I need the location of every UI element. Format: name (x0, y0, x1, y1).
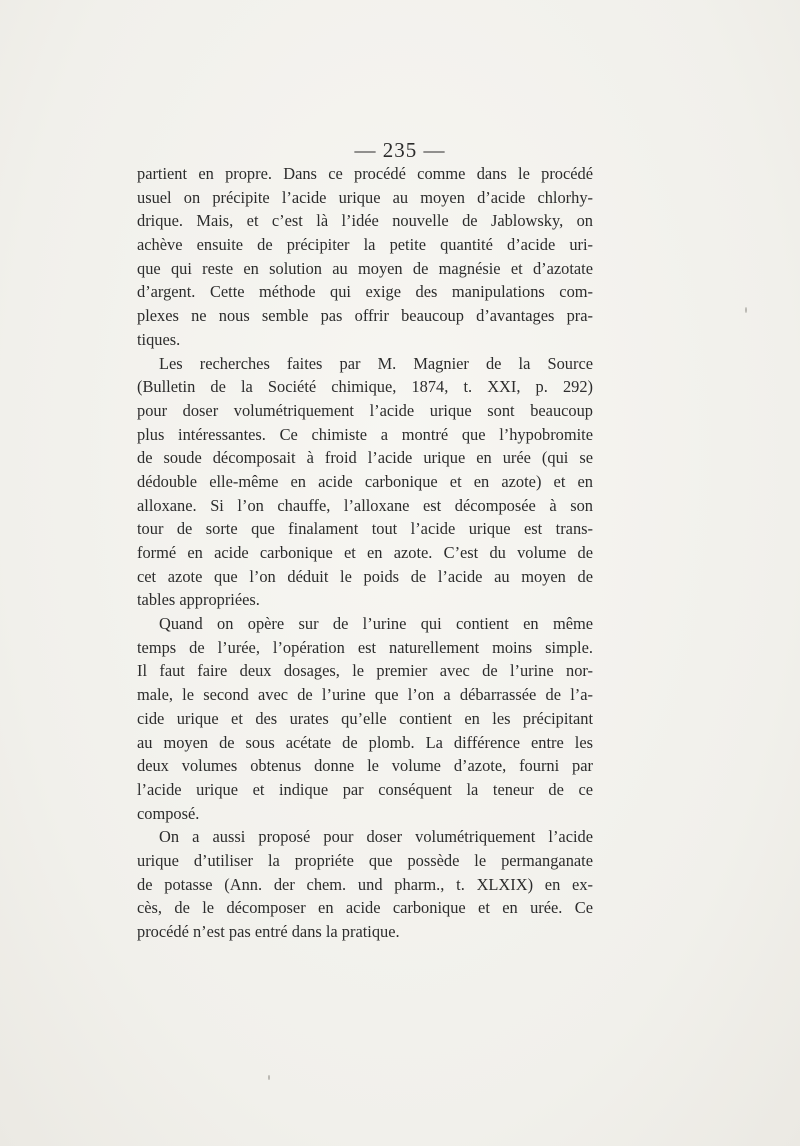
text-line: tour de sorte que finalament tout l’acide urique est trans- (137, 519, 593, 539)
text-line: au moyen de sous acétate de plomb. La différence entre les (137, 732, 593, 752)
text-line: dédouble elle-même en acide carbonique et en azote) et en (137, 471, 593, 491)
text-line: Il faut faire deux dosages, le premier avec de l’urine nor- (137, 661, 593, 681)
text-line: cet azote que l’on déduit le poids de l’acide au moyen de (137, 566, 593, 586)
text-line: achève ensuite de précipiter la petite quantité d’acide uri- (137, 235, 593, 255)
text-line: male, le second avec de l’urine que l’on a débarrassée de l’a- (137, 685, 593, 705)
text-line: l’acide urique et indique par conséquent la teneur de ce (137, 779, 593, 799)
text-line: pour doser volumétriquement l’acide urique sont beaucoup (137, 400, 593, 420)
text-line: que qui reste en solution au moyen de magnésie et d’azotate (137, 258, 593, 278)
text-line: temps de l’urée, l’opération est naturellement moins simple. (137, 637, 593, 657)
paragraph-4 (137, 825, 593, 943)
text-line: procédé n’est pas entré dans la pratique. (137, 922, 400, 941)
paper-speck (268, 1075, 270, 1080)
text-line: cès, de le décomposer en acide carbonique et en urée. Ce (137, 898, 593, 918)
text-line: plexes ne nous semble pas offrir beaucoup d’avantages pra- (137, 306, 593, 326)
text-line: d’argent. Cette méthode qui exige des manipulations com- (137, 282, 593, 302)
text-line: Les recherches faites par M. Magnier de la Source (159, 353, 593, 373)
body-text (137, 162, 593, 944)
text-line: tiques. (137, 329, 181, 349)
text-line: Quand on opère sur de l’urine qui contient en même (159, 614, 593, 634)
text-line: de potasse (Ann. der chem. und pharm., t. XLXIX) en ex- (137, 874, 593, 894)
paragraph-2 (137, 352, 593, 613)
text-line: plus intéressantes. Ce chimiste a montré que l’hypobromite (137, 424, 593, 444)
text-line: tables appropriées. (137, 590, 260, 610)
paper-speck (745, 307, 747, 313)
text-line: alloxane. Si l’on chauffe, l’alloxane est décomposée à son (137, 495, 593, 515)
text-line: de soude décomposait à froid l’acide urique en urée (qui se (137, 448, 593, 468)
text-line: usuel on précipite l’acide urique au moyen d’acide chlorhy- (137, 187, 593, 207)
page-number: — 235 — (354, 138, 446, 162)
text-line: formé en acide carbonique et en azote. C’est du volume de (137, 543, 593, 562)
text-line: drique. Mais, et c’est là l’idée nouvelle de Jablowsky, on (137, 211, 593, 231)
text-line: (Bulletin de la Société chimique, 1874, t. XXI, p. 292) (137, 377, 593, 397)
text-line: urique d’utiliser la propriéte que possède le permanganate (137, 850, 593, 870)
text-line: partient en propre. Dans ce procédé comme dans le procédé (137, 164, 593, 183)
text-line: On a aussi proposé pour doser volumétriquement l’acide (159, 827, 593, 847)
text-line: cide urique et des urates qu’elle contient en les précipitant (137, 708, 593, 728)
text-line: composé. (137, 803, 200, 823)
paragraph-1 (137, 162, 593, 352)
text-line: deux volumes obtenus donne le volume d’azote, fourni par (137, 756, 593, 776)
paragraph-3 (137, 612, 593, 825)
